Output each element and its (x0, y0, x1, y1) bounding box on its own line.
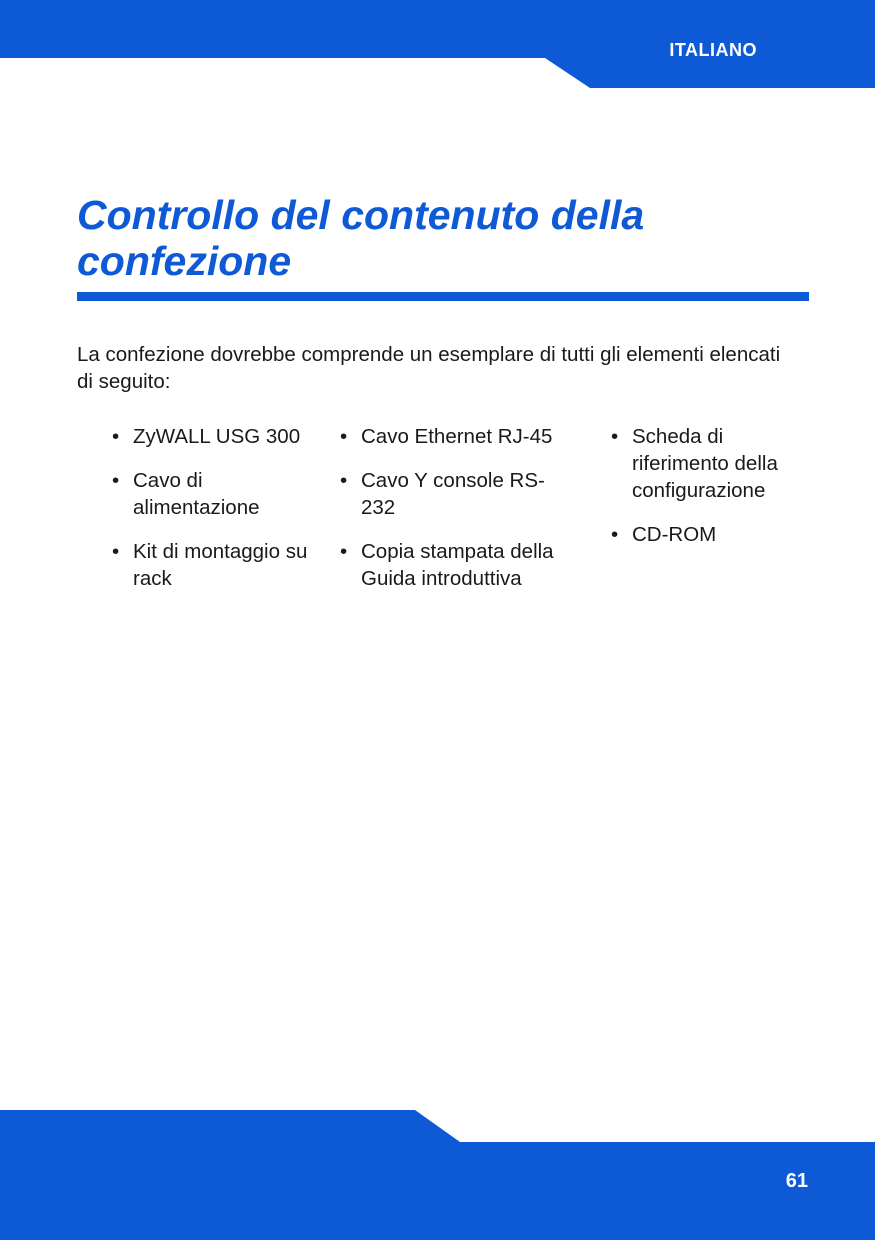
page-title: Controllo del contenuto della confezione (77, 192, 645, 284)
package-list-column-3 (611, 423, 811, 565)
bullet: • (112, 540, 120, 563)
list-item (340, 538, 570, 592)
bullet: • (112, 469, 120, 492)
bullet: • (340, 469, 348, 492)
list-item (112, 423, 312, 450)
footer-band (0, 1110, 875, 1240)
list-item-text: Cavo di alimentazione (133, 469, 260, 519)
bullet: • (340, 540, 348, 563)
list-item-text: Cavo Y console RS-232 (361, 469, 545, 519)
package-list-column-2 (340, 423, 570, 609)
title-divider (77, 292, 809, 301)
bullet: • (611, 425, 619, 448)
list-item-text: CD-ROM (632, 523, 717, 546)
list-item (112, 467, 312, 521)
list-item-text: Cavo Ethernet RJ-45 (361, 425, 553, 448)
list-item-text: Scheda di riferimento della configurazione (632, 425, 778, 502)
bullet: • (112, 425, 120, 448)
list-item-text: Kit di montaggio su rack (133, 540, 308, 590)
list-item (340, 423, 570, 450)
package-list-column-1 (112, 423, 312, 609)
list-item (340, 467, 570, 521)
bullet: • (340, 425, 348, 448)
page-number: 61 (785, 1170, 808, 1192)
language-label: ITALIANO (669, 40, 757, 60)
list-item (611, 521, 811, 548)
list-item (112, 538, 312, 592)
bullet: • (611, 523, 619, 546)
list-item-text: ZyWALL USG 300 (133, 425, 301, 448)
intro-paragraph: La confezione dovrebbe comprende un esemplare di tutti gli elementi elencati di seguito: (77, 343, 781, 393)
list-item-text: Copia stampata della Guida introduttiva (361, 540, 554, 590)
list-item (611, 423, 811, 504)
